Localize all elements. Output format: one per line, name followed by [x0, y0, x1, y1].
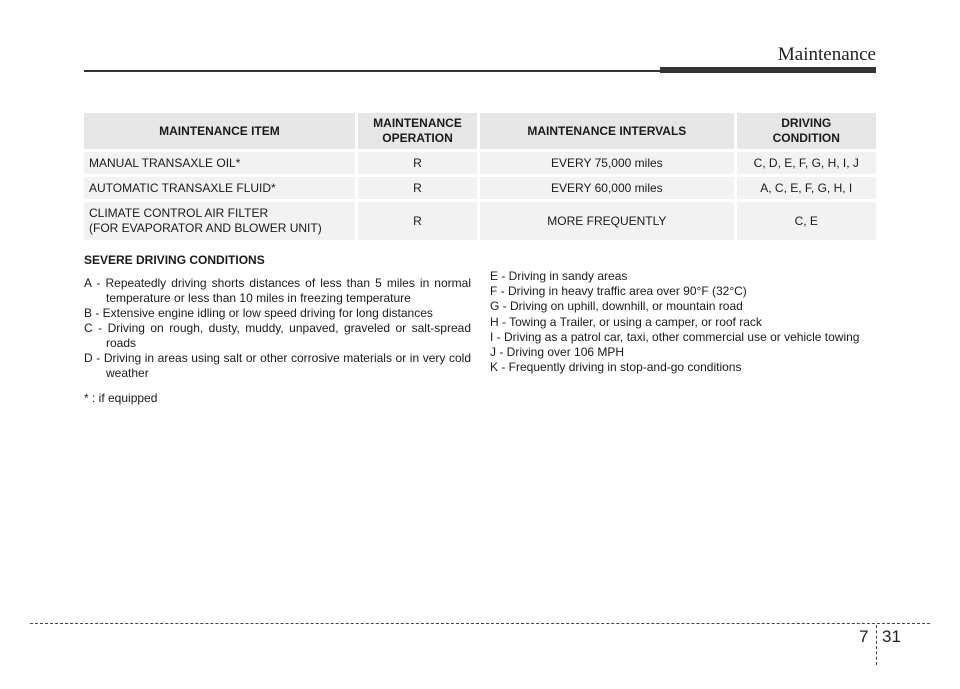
- cell-item: AUTOMATIC TRANSAXLE FLUID*: [84, 177, 355, 202]
- table-row: [84, 202, 876, 243]
- cell-condition: C, E: [734, 202, 876, 243]
- cell-operation: R: [355, 177, 477, 202]
- header-maintenance-item: MAINTENANCE ITEM: [84, 113, 355, 152]
- cell-condition: A, C, E, F, G, H, I: [734, 177, 876, 202]
- header-rule-accent: [660, 67, 876, 73]
- table-row: [84, 177, 876, 202]
- cell-item: MANUAL TRANSAXLE OIL*: [84, 152, 355, 177]
- header-maintenance-operation: MAINTENANCE OPERATION: [355, 113, 477, 152]
- condition-item-h: H - Towing a Trailer, or using a camper, or roof rack: [490, 314, 762, 329]
- condition-item-k: K - Frequently driving in stop-and-go conditions: [490, 360, 742, 375]
- severe-conditions-right: [490, 269, 880, 375]
- condition-item-j: J - Driving over 106 MPH: [490, 345, 625, 360]
- severe-conditions-title: SEVERE DRIVING CONDITIONS: [84, 253, 265, 267]
- table-header-row: [84, 113, 876, 152]
- condition-item-c: C - Driving on rough, dusty, muddy, unpaved, graveled or salt-spread roads: [84, 321, 471, 350]
- cell-item: CLIMATE CONTROL AIR FILTER (FOR EVAPORATOR AND BLOWER UNIT): [84, 202, 355, 243]
- chapter-number: 7: [859, 627, 869, 646]
- page-number: 31: [882, 627, 901, 646]
- condition-item-e: E - Driving in sandy areas: [490, 269, 628, 283]
- condition-item-g: G - Driving on uphill, downhill, or mountain road: [490, 299, 743, 314]
- condition-item-b: B - Extensive engine idling or low speed driving for long distances: [84, 306, 433, 320]
- maintenance-table: [84, 113, 876, 243]
- severe-conditions-left: [84, 253, 471, 406]
- footnote: * : if equipped: [84, 391, 158, 405]
- cell-condition: C, D, E, F, G, H, I, J: [734, 152, 876, 177]
- condition-item-i: I - Driving as a patrol car, taxi, other commercial use or vehicle towing: [490, 329, 860, 344]
- table-row: [84, 152, 876, 177]
- cell-interval: EVERY 60,000 miles: [477, 177, 733, 202]
- cell-interval: EVERY 75,000 miles: [477, 152, 733, 177]
- condition-item-f: F - Driving in heavy traffic area over 90°F (32°C): [490, 284, 747, 299]
- header-maintenance-intervals: MAINTENANCE INTERVALS: [477, 113, 733, 152]
- cell-interval: MORE FREQUENTLY: [477, 202, 733, 243]
- cell-operation: R: [355, 202, 477, 243]
- condition-item-d: D - Driving in areas using salt or other corrosive materials or in very cold weather: [84, 351, 471, 380]
- page-number-divider: [876, 625, 877, 665]
- footer-divider: [30, 623, 930, 624]
- cell-operation: R: [355, 152, 477, 177]
- condition-item-a: A - Repeatedly driving shorts distances of less than 5 miles in normal temperature or less than 10 miles in freezing temperature: [84, 276, 471, 305]
- section-title: Maintenance: [777, 44, 876, 65]
- header-driving-condition: DRIVING CONDITION: [734, 113, 876, 152]
- header-rule: [84, 70, 660, 72]
